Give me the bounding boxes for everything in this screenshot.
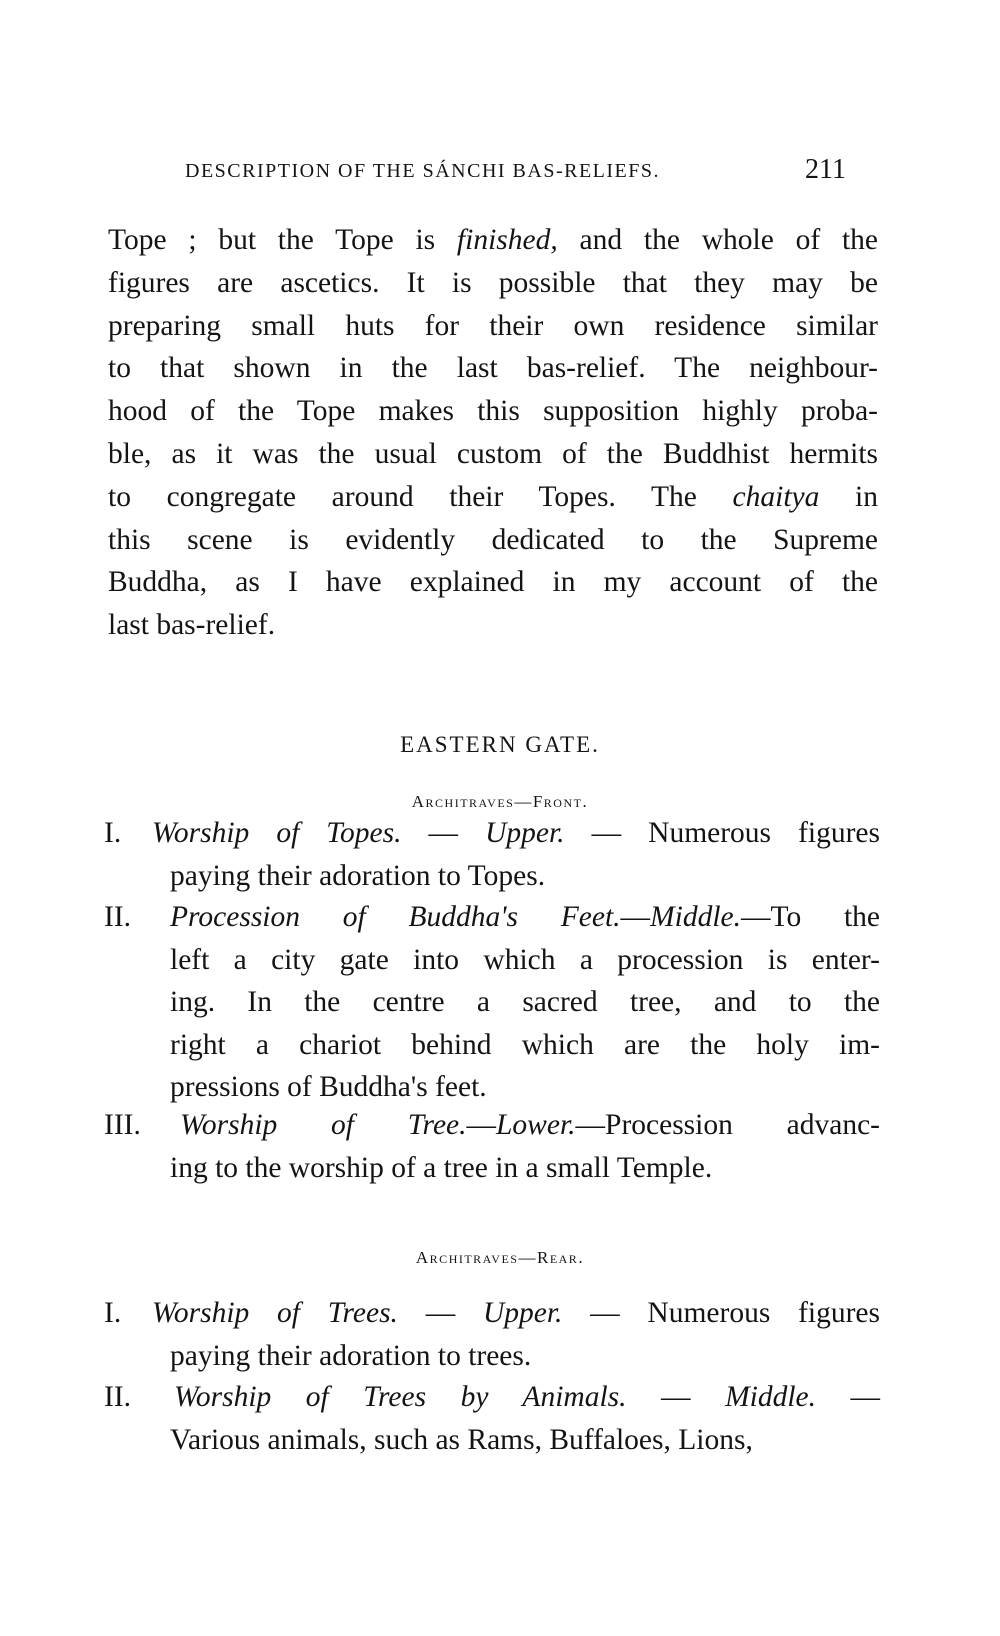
item-line: right a chariot behind which are the holy im- — [170, 1028, 880, 1061]
list-item — [104, 1104, 880, 1189]
item-line: pressions of Buddha's feet. — [170, 1071, 487, 1103]
list-item — [104, 1292, 880, 1377]
paragraph-line: hood of the Tope makes this supposition highly proba- — [108, 395, 878, 428]
paragraph-line: to that shown in the last bas-relief. The neighbour- — [108, 352, 878, 385]
item-number: I. — [104, 1297, 122, 1329]
list-item — [104, 896, 880, 1109]
item-number: II. — [104, 1381, 132, 1413]
paragraph-line: ble, as it was the usual custom of the Buddhist hermits — [108, 437, 878, 470]
paragraph-line: Tope ; but the Tope is finished, and the whole of the — [108, 224, 879, 256]
item-line: paying their adoration to Topes. — [170, 859, 546, 892]
item-line: Worship of Tree.—Lower.—Procession advanc- — [180, 1109, 880, 1141]
body-paragraph — [108, 219, 878, 647]
item-line: ing to the worship of a tree in a small Temple. — [170, 1151, 713, 1184]
page-number: 211 — [805, 154, 846, 185]
rear-subheading: Architraves—Rear. — [415, 1248, 585, 1267]
item-line: Various animals, such as Rams, Buffaloes, Lions, — [170, 1423, 753, 1456]
paragraph-line: last bas-relief. — [108, 609, 276, 642]
front-subheading: Architraves—Front. — [411, 792, 589, 811]
item-number: I. — [104, 817, 122, 849]
running-head — [185, 154, 885, 200]
item-line: left a city gate into which a procession is enter- — [170, 943, 880, 976]
item-number: II. — [104, 901, 132, 933]
paragraph-line: Buddha, as I have explained in my account of the — [108, 566, 878, 599]
paragraph-line: to congregate around their Topes. The chaitya in — [108, 480, 878, 513]
section-title: EASTERN GATE. — [400, 732, 600, 757]
paragraph-line: figures are ascetics. It is possible that they may be — [108, 266, 878, 299]
item-line: ing. In the centre a sacred tree, and to the — [170, 986, 880, 1018]
item-line: Worship of Trees. — Upper. — Numerous figures — [152, 1297, 880, 1329]
item-line: Worship of Trees by Animals. — Middle. — — [174, 1381, 881, 1413]
paragraph-line: preparing small huts for their own residence similar — [108, 309, 878, 342]
item-line: Worship of Topes. — Upper. — Numerous figures — [152, 817, 881, 849]
item-number: III. — [104, 1109, 141, 1141]
list-item — [104, 1376, 880, 1461]
item-line: Procession of Buddha's Feet.—Middle.—To the — [170, 901, 880, 933]
item-line: paying their adoration to trees. — [170, 1339, 532, 1372]
paragraph-line: this scene is evidently dedicated to the Supreme — [108, 523, 878, 556]
list-item — [104, 812, 880, 897]
running-head-title: DESCRIPTION OF THE SÁNCHI BAS-RELIEFS. — [185, 160, 661, 182]
